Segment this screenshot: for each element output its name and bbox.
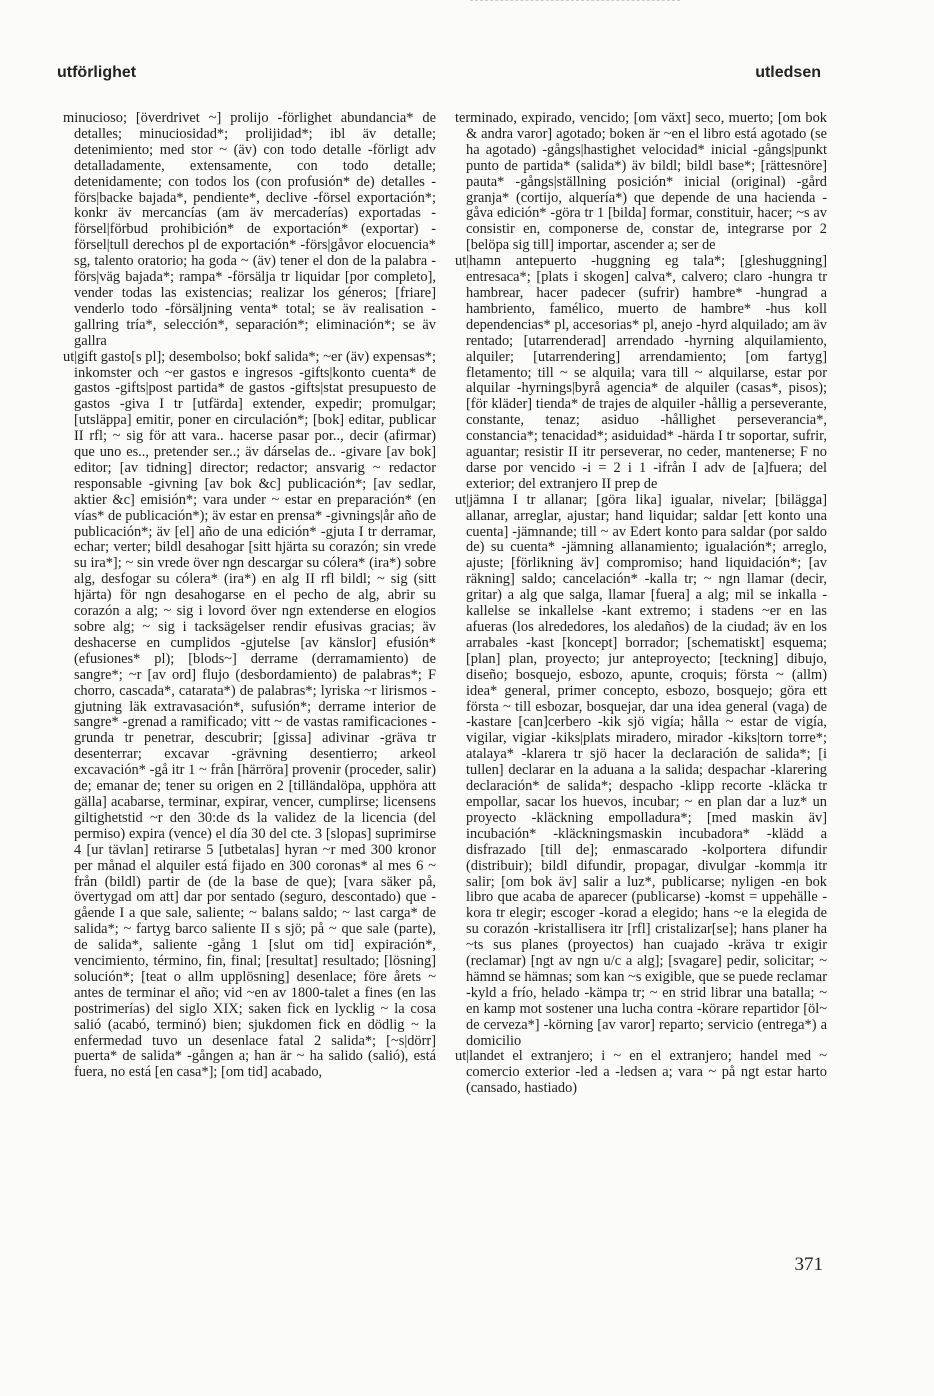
right-column — [455, 111, 827, 1097]
page-number: 371 — [794, 1254, 823, 1275]
left-paragraph-2: ut|gift gasto[s pl]; desembolso; bokf salida*; ~er (äv) expensas*; inkomster och ~er gastos e ingresos -gifts|konto cuenta* de gastos -gifts|post partida* de gastos -gifts|stat presupuesto de gastos -giva I tr [utfärda] extender, expedir; promulgar; [utsläppa] emitir, poner en circulación*; [bok] editar, publicar II rfl; ~ sig för att vara.. hacerse pasar por.., decir (afirmar) que uno es.., pretender ser..; äv dárselas de.. -givare [av bok] editor; [av tidning] director; redactor; ansvarig ~ redactor responsable -givning [av bok &c] publicación*; [av sedlar, aktier &c] emisión*; vara under ~ estar en preparación* (en vías* de publicación*); äv estar en prensa* -givnings|år año de publicación*; äv [el] año de una edición* -gjuta I tr derramar, echar; verter; bildl desahogar [sitt hjärta su corazón; sin vrede su ira*]; ~ sin vrede över ngn descargar su cólera* (ira*) sobre alg, desfogar su cólera* (ira*) en alg II rfl bildl; ~ sig (sitt hjärta) för ngn desahogarse en el pecho de alg, abrir su corazón a alg; ~ sig i lovord över ngn extenderse en elogios sobre alg; ~ sig i tacksägelser rendir efusivas gracias; äv deshacerse en cumplidos -gjutelse [av känslor] efusión* (efusiones* pl); [blods~] derrame (derramamiento) de sangre*; ~r [av ord] flujo (desbordamiento) de palabras*; F chorro, cascada*, catarata*) de palabras*; lyriska ~r lirismos -gjutning läk extravasación*, sufusión*; derrame interior de sangre* -grenad a ramificado; vitt ~ de vastas ramificaciones -grunda tr penetrar, descubrir; [gissa] adivinar -gräva tr desenterrar; excavar -grävning desentierro; arkeol excavación* -gå itr 1 ~ från [härröra] provenir (proceder, salir) de; emanar de; tener su origen en 2 [tilländalöpa, upphöra att gälla] acabarse, terminar, expirar, vencer, cumplirse; licensens giltighetstid ~r den 30:de ds la validez de la licencia (del permiso) expira (vence) el día 30 del cte. 3 [slopas] suprimirse 4 [ur tävlan] retirarse 5 [utbetalas] hyran ~r med 300 kronor per månad el alquiler está fijado en 300 coronas* al mes 6 ~ från (bildl) partir de (de la base de que); [vara säker på, övertygad om att] dar por sentado (seguro, descontado) que -gående I a que sale, saliente; ~ balans saldo; ~ last carga* de salida*; ~ fartyg barco saliente II s sjö; på ~ que sale (parte), de salida*, saliente -gång 1 [slut om tid] expiración*, vencimiento, término, fin, final; [resultat] resultado; [lösning] solución*; [teat o allm upplösning] desenlace; före årets ~ antes de terminar el año; vid ~en av 1800-talet a fines (en las postrimerías) del siglo XIX; saken fick en lycklig ~ la cosa salió (acabó, terminó) bien; sjukdomen fick en dödlig ~ la enfermedad tuvo un desenlace fatal 2 salida*; [~s|dörr] puerta* de salida* -gången a; han är ~ ha salido (salió), está fuera, no está [en casa*]; [om tid] acabado, — [63, 348, 436, 1081]
right-paragraph-3: ut|jämna I tr allanar; [göra lika] igualar, nivelar; [bilägga] allanar, arreglar, ajustar; hand liquidar; saldar [ett konto una cuenta] -jämnande; till ~ av Edert konto para saldar (por saldo de) su cuenta* -jämning allanamiento; igualación*; arreglo, ajuste; [förlikning äv] compromiso; hand liquidación*; [av räkning] saldo; cancelación* -kalla tr; ~ ngn llamar (decir, gritar) a alg que salga, llamar [fuera] a alg; mil se inkalla -kallelse se inkallelse -kant extremo; i stadens ~er en las afueras (los alrededores, los aledaños) de la ciudad; äv en los arrabales -kast [koncept] borrador; [schematiskt] esquema; [plan] plan, proyecto; jur anteproyecto; [teckning] dibujo, diseño; bosquejo, esbozo, apunte, croquis; första ~ (allm) idea* general, primer concepto, esbozo, bosquejo; göra ett första ~ till esbozar, bosquejar, dar una idea general (vaga) de -kastare [can]cerbero -kik sjö vigía; hålla ~ estar de vigía, vigilar, vigiar -kiks|plats miradero, mirador -kiks|torn torre*; atalaya* -klarera tr sjö hacer la declaración de salida*; [i tullen] declarar en la aduana a la salida; despachar -klarering declaración* de salida*; despacho -klipp recorte -kläcka tr empollar, sacar los huevos, incubar; ~ en plan dar a luz* un proyecto -kläckning empolladura*; [med maskin äv] incubación* -kläckningsmaskin incubadora* -klädd a disfrazado [till de]; enmascarado -kolportera difundir (distribuir); bildl difundir, propagar, divulgar -komm|a itr salir; [om bok äv] salir a luz*, publicarse; nyligen -en bok libro que acaba de aparecer (publicarse) -komst = uppehälle -kora tr elegir; escoger -korad a elegido; hans ~e la elegida de su corazón -kristallisera itr [rfl] cristalizar[se]; hans planer ha ~ts sus planes (proyectos) han cuajado -kräva tr exigir (reclamar) [ngt av ngn u/c a alg]; [svagare] pedir, solicitar; ~ hämnd se hämnas; som kan ~s exigible, que se puede reclamar -kyld a frío, helado -kämpa tr; ~ en strid librar una batalla; ~ en kamp mot sostener una lucha contra -körare repartidor [öl~ de cerveza*] -körning [av varor] reparto; servicio (entrega*) a domicilio — [455, 491, 827, 1049]
right-paragraph-2: ut|hamn antepuerto -huggning eg tala*; [gleshuggning] entresaca*; [plats i skogen] calva*, calvero; claro -hungra tr hambrear, hacer padecer (sufrir) hambre* -hungrad a hambriento, famélico, muerto de hambre* -hus koll dependencias* pl, accesorias* pl, anejo -hyrd alquilado; am äv rentado; [utarrenderad] arrendado -hyrning alquilamiento, alquiler; [utarrendering] arrendamiento; [om fartyg] fletamento; till ~ se alquila; vara till ~ alquilarse, estar por alquilar -hyrnings|byrå agencia* de alquiler (casas*, pisos); [för kläder] tienda* de trajes de alquiler -hållig a perseverante, constante, tenaz; asiduo -hållighet perseverancia*, constancia*; tenacidad*; asiduidad* -härda I tr soportar, sufrir, aguantar; resistir II itr perseverar, no ceder, mantenerse; F no darse por vencido -i = 2 i 1 -ifrån I adv de [a]fuera; del exterior; del extranjero II prep de — [455, 253, 827, 492]
right-paragraph-1: terminado, expirado, vencido; [om växt] seco, muerto; [om bok & andra varor] agotado; boken är ~en el libro está agotado (se ha agotado) -gångs|hastighet velocidad* inicial -gångs|punkt punto de partida* (salida*) äv bildl; bildl base*; [rättesnöre] pauta* -gångs|ställning posición* inicial (original) -gård granja* (cortijo, alquería*) que depende de una hacienda -gåva edición* -göra tr 1 [bilda] formar, constituir, hacer; ~s av consistir en, componerse de, constar de, integrarse por 2 [belöpa sig till] importar, ascender a; ser de — [455, 110, 827, 254]
top-edge-rule — [470, 0, 680, 2]
right-paragraph-4: ut|landet el extranjero; i ~ en el extranjero; handel med ~ comercio exterior -led a -ledsen a; vara ~ på ngt estar harto (cansado, hastiado) — [455, 1048, 827, 1097]
left-paragraph-1: minucioso; [överdrivet ~] prolijo -förlighet abundancia* de detalles; minuciosidad*; prolijidad*; ibl äv detalle; detenimiento; med stor ~ (äv) con todo detalle -förligt adv detalladamente, extensamente, con todo detalle; detenidamente; con todos los (con profusión* de) detalles -förs|backe bajada*, pendiente*, declive -försel exportación*; konkr äv mercancías (am äv mercaderías) exportadas -försel|förbud prohibición* de exportación* (exportar) -försel|tull derechos pl de exportación* -förs|gåvor elocuencia* sg, talento oratorio; ha goda ~ (äv) tener el don de la palabra -förs|väg bajada*; rampa* -försälja tr liquidar [por completo], vender todas las existencias; realizar los géneros; [friare] venderlo todo -försäljning venta* total; se äv realisation -gallring tría*, selección*, separación*; eliminación*; se äv gallra — [63, 110, 436, 349]
running-head-right: utledsen — [755, 64, 821, 81]
left-column — [63, 111, 436, 1081]
running-head-left: utförlighet — [57, 64, 137, 81]
